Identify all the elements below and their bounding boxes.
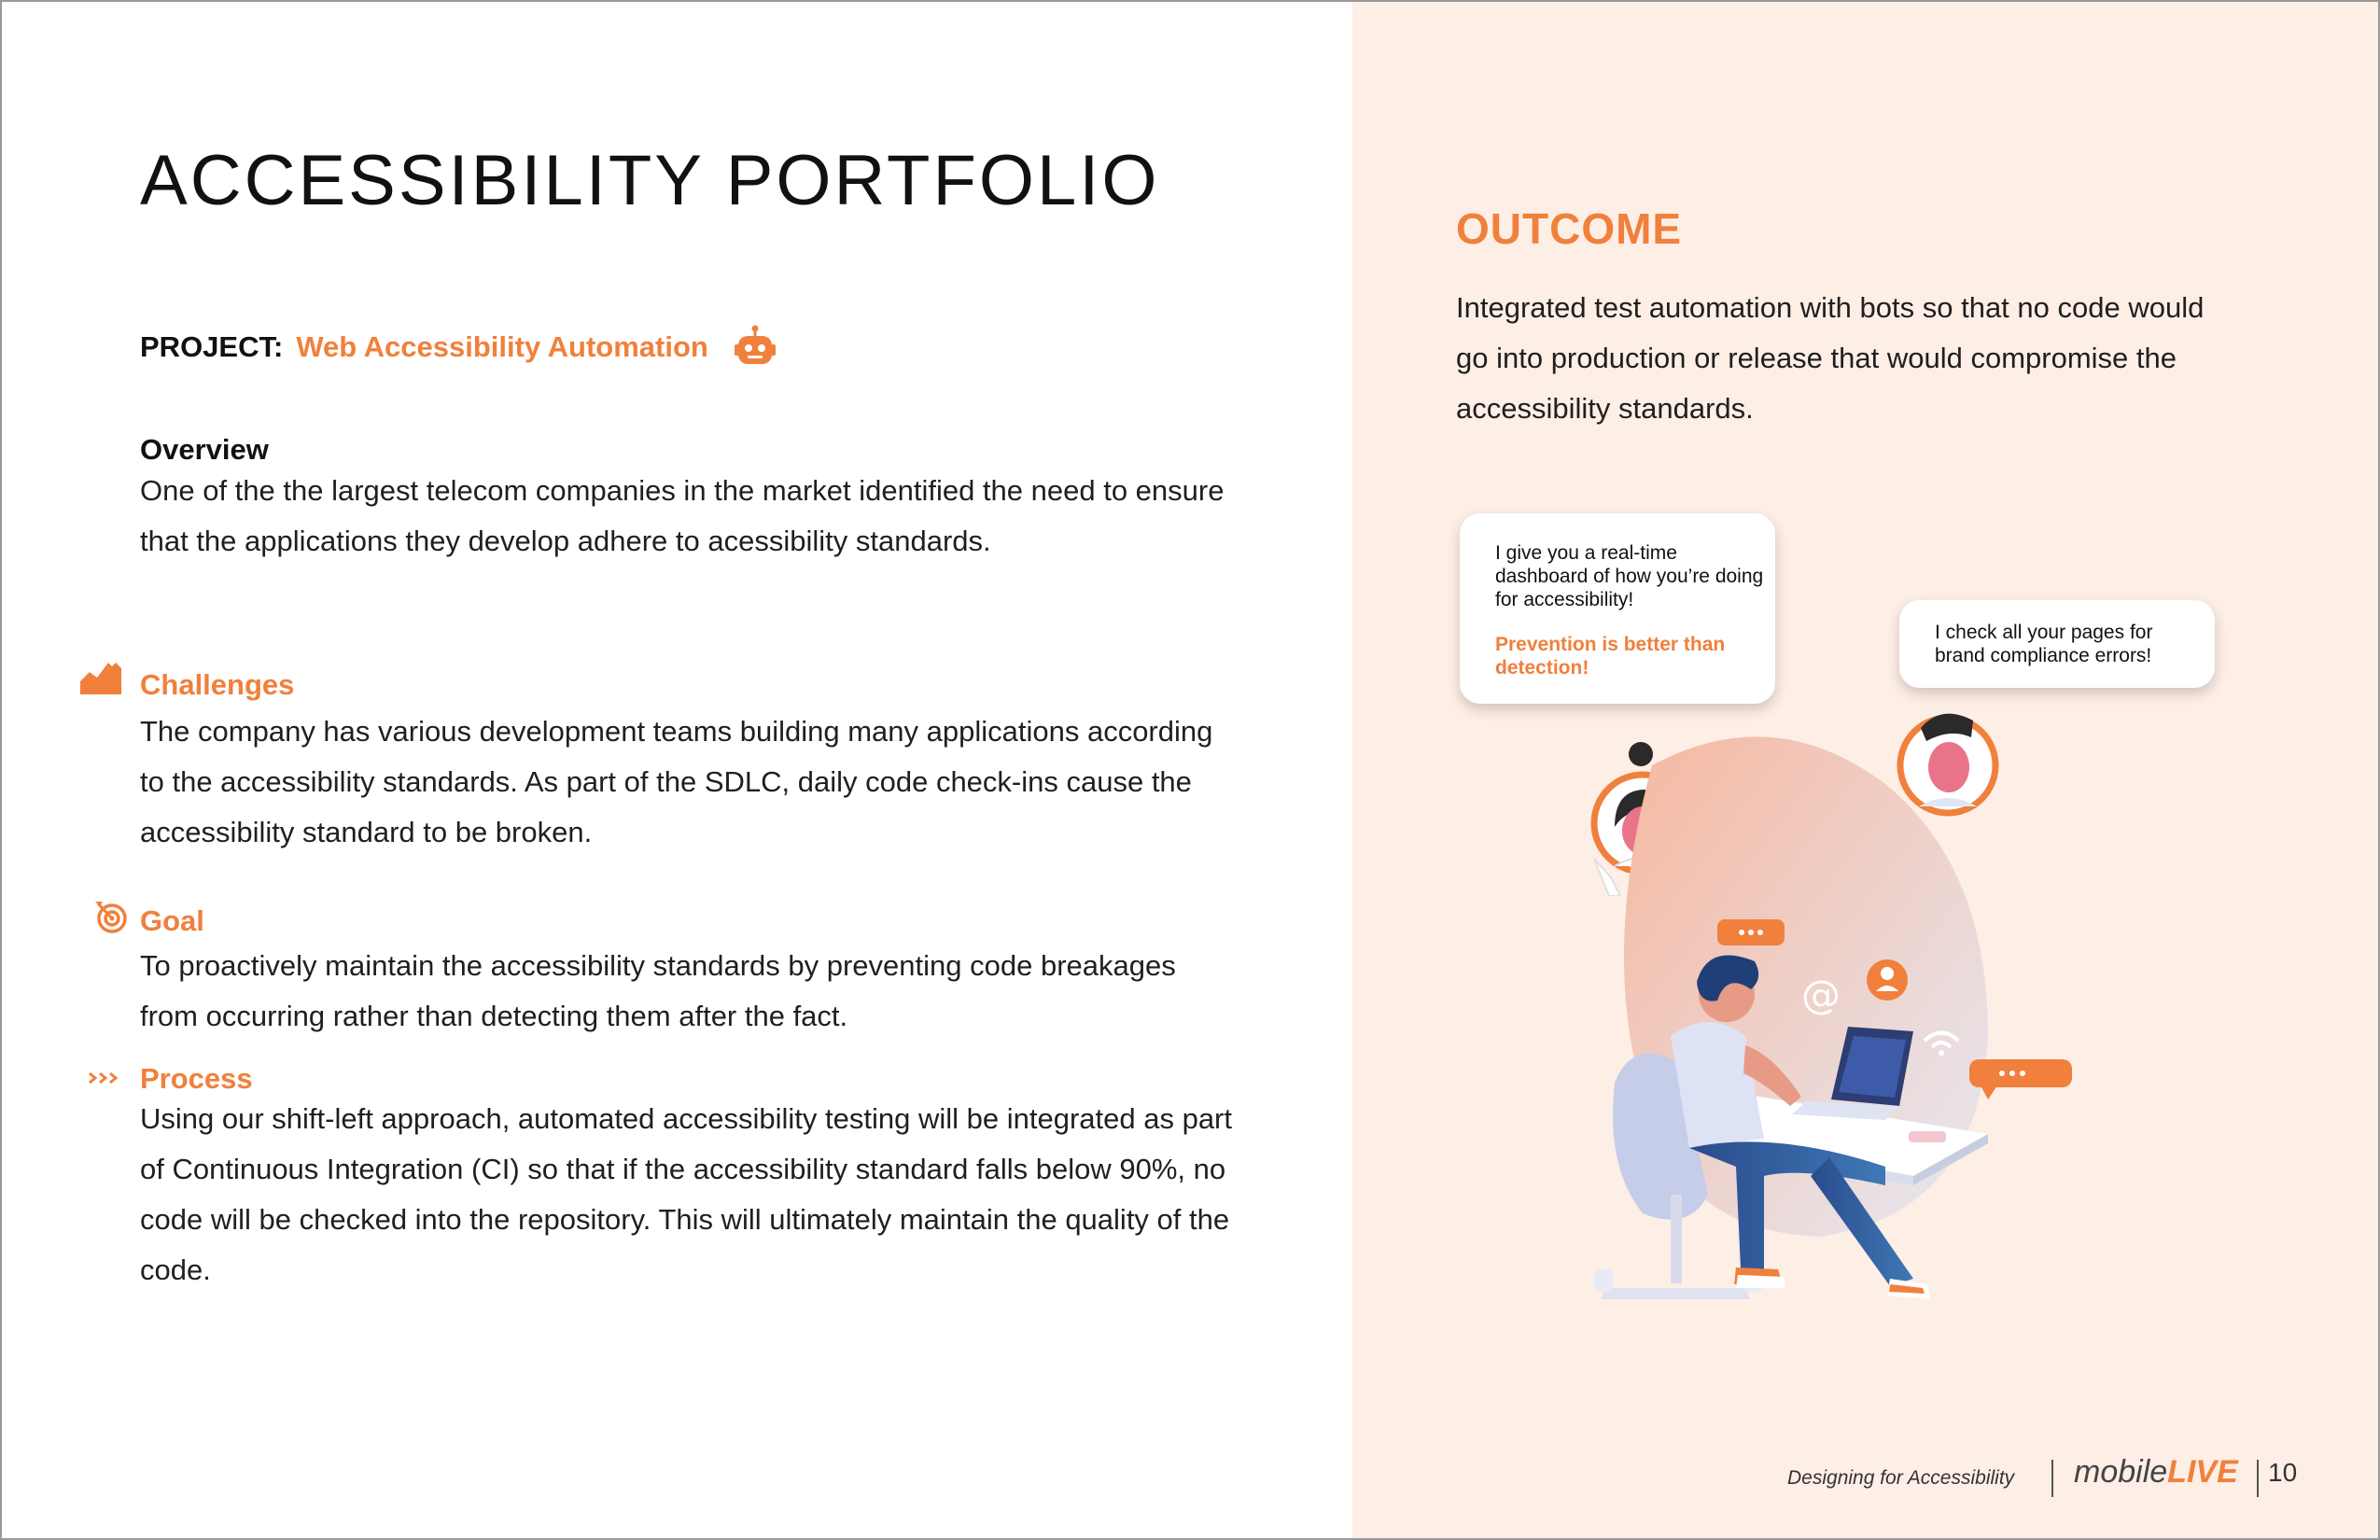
project-name: Web Accessibility Automation bbox=[296, 330, 708, 363]
brand-accent: LIVE bbox=[2167, 1454, 2238, 1490]
challenges-heading: Challenges bbox=[140, 668, 295, 701]
outcome-heading: OUTCOME bbox=[1456, 204, 1683, 253]
process-text: Using our shift-left approach, automated accessibility testing will be integrated as part of Continuous Integration (CI) so that if the accessibility standard falls below 90%, no code will be checked into the repository. This will ultimately maintain the quality of the code. bbox=[140, 1102, 1232, 1286]
prevention-bubble-text: Prevention is better than detection! bbox=[1495, 634, 1726, 679]
target-icon bbox=[95, 900, 129, 938]
brand-main: mobile bbox=[2074, 1454, 2168, 1490]
brand-speech-bubble bbox=[1899, 600, 2215, 688]
dashboard-bubble-text: I give you a real-time dashboard of how you’re doing for accessibility! bbox=[1495, 542, 1764, 610]
outcome-text: Integrated test automation with bots so that no code would go into production or release that would compromise the accessibility standards. bbox=[1456, 291, 2205, 425]
mountain-chart-icon bbox=[80, 659, 121, 699]
footer-divider bbox=[2051, 1460, 2053, 1497]
overview-text: One of the the largest telecom companies in the market identified the need to ensure that the applications they develop adhere to acessibility standards. bbox=[140, 474, 1225, 557]
project-label: PROJECT: bbox=[140, 330, 284, 363]
chevrons-right-icon bbox=[89, 1071, 122, 1090]
svg-text:@: @ bbox=[1801, 972, 1841, 1017]
footer-divider bbox=[2257, 1460, 2259, 1497]
page-number: 10 bbox=[2268, 1458, 2298, 1487]
process-heading: Process bbox=[140, 1062, 253, 1095]
robot-icon bbox=[733, 325, 777, 370]
goal-text: To proactively maintain the accessibility standards by preventing code breakages from occurring rather than detecting them after the fact. bbox=[140, 949, 1176, 1032]
brand-bubble-text: I check all your pages for brand compliance errors! bbox=[1935, 622, 2153, 666]
overview-heading: Overview bbox=[140, 433, 269, 466]
project-line bbox=[140, 325, 777, 370]
brand-logo bbox=[2074, 1454, 2238, 1491]
challenges-text: The company has various development teams building many applications according to the accessibility standards. As part of the SDLC, daily code check-ins cause the accessibility standard to be broken. bbox=[140, 715, 1213, 848]
page-title: ACCESSIBILITY PORTFOLIO bbox=[140, 141, 1160, 220]
document-title: Designing for Accessibility bbox=[1787, 1467, 2015, 1489]
developer-illustration bbox=[1577, 728, 2100, 1400]
goal-heading: Goal bbox=[140, 904, 204, 937]
dashboard-speech-bubble bbox=[1460, 513, 1775, 704]
